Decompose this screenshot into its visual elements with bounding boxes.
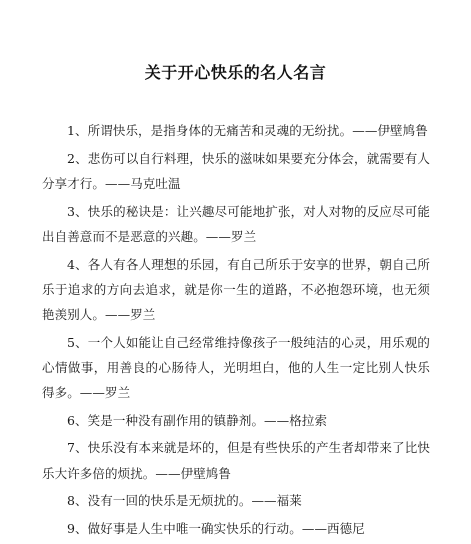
quote-item: 5、一个人如能让自己经常维持像孩子一般纯洁的心灵，用乐观的心情做事，用善良的心肠待人，光明坦白，他的人生一定比别人快乐得多。——罗兰: [42, 334, 430, 401]
quote-list: [42, 118, 430, 544]
quote-item: 2、悲伤可以自行料理，快乐的滋味如果要充分体会，就需要有人分享才行。——马克吐温: [42, 150, 430, 191]
quote-item: 4、各人有各人理想的乐园，有自己所乐于安享的世界，朝自己所乐于追求的方向去追求，就是你一生的道路，不必抱怨环境，也无须艳羡别人。——罗兰: [42, 256, 430, 322]
quote-item: 8、没有一回的快乐是无烦扰的。——福莱: [67, 493, 302, 509]
quote-item: 9、做好事是人生中唯一确实快乐的行动。——西德尼: [67, 521, 365, 537]
document-title: 关于开心快乐的名人名言: [144, 63, 327, 82]
quote-item: 7、快乐没有本来就是坏的，但是有些快乐的产生者却带来了比快乐大许多倍的烦扰。——伊壁鸠鲁: [42, 440, 430, 481]
quote-item: 3、快乐的秘诀是：让兴趣尽可能地扩张，对人对物的反应尽可能出自善意而不是恶意的兴趣。——罗兰: [42, 203, 430, 244]
quote-item: 1、所谓快乐，是指身体的无痛苦和灵魂的无纷扰。——伊壁鸠鲁: [67, 123, 428, 138]
quote-item: 6、笑是一种没有副作用的镇静剂。——格拉索: [67, 412, 328, 428]
